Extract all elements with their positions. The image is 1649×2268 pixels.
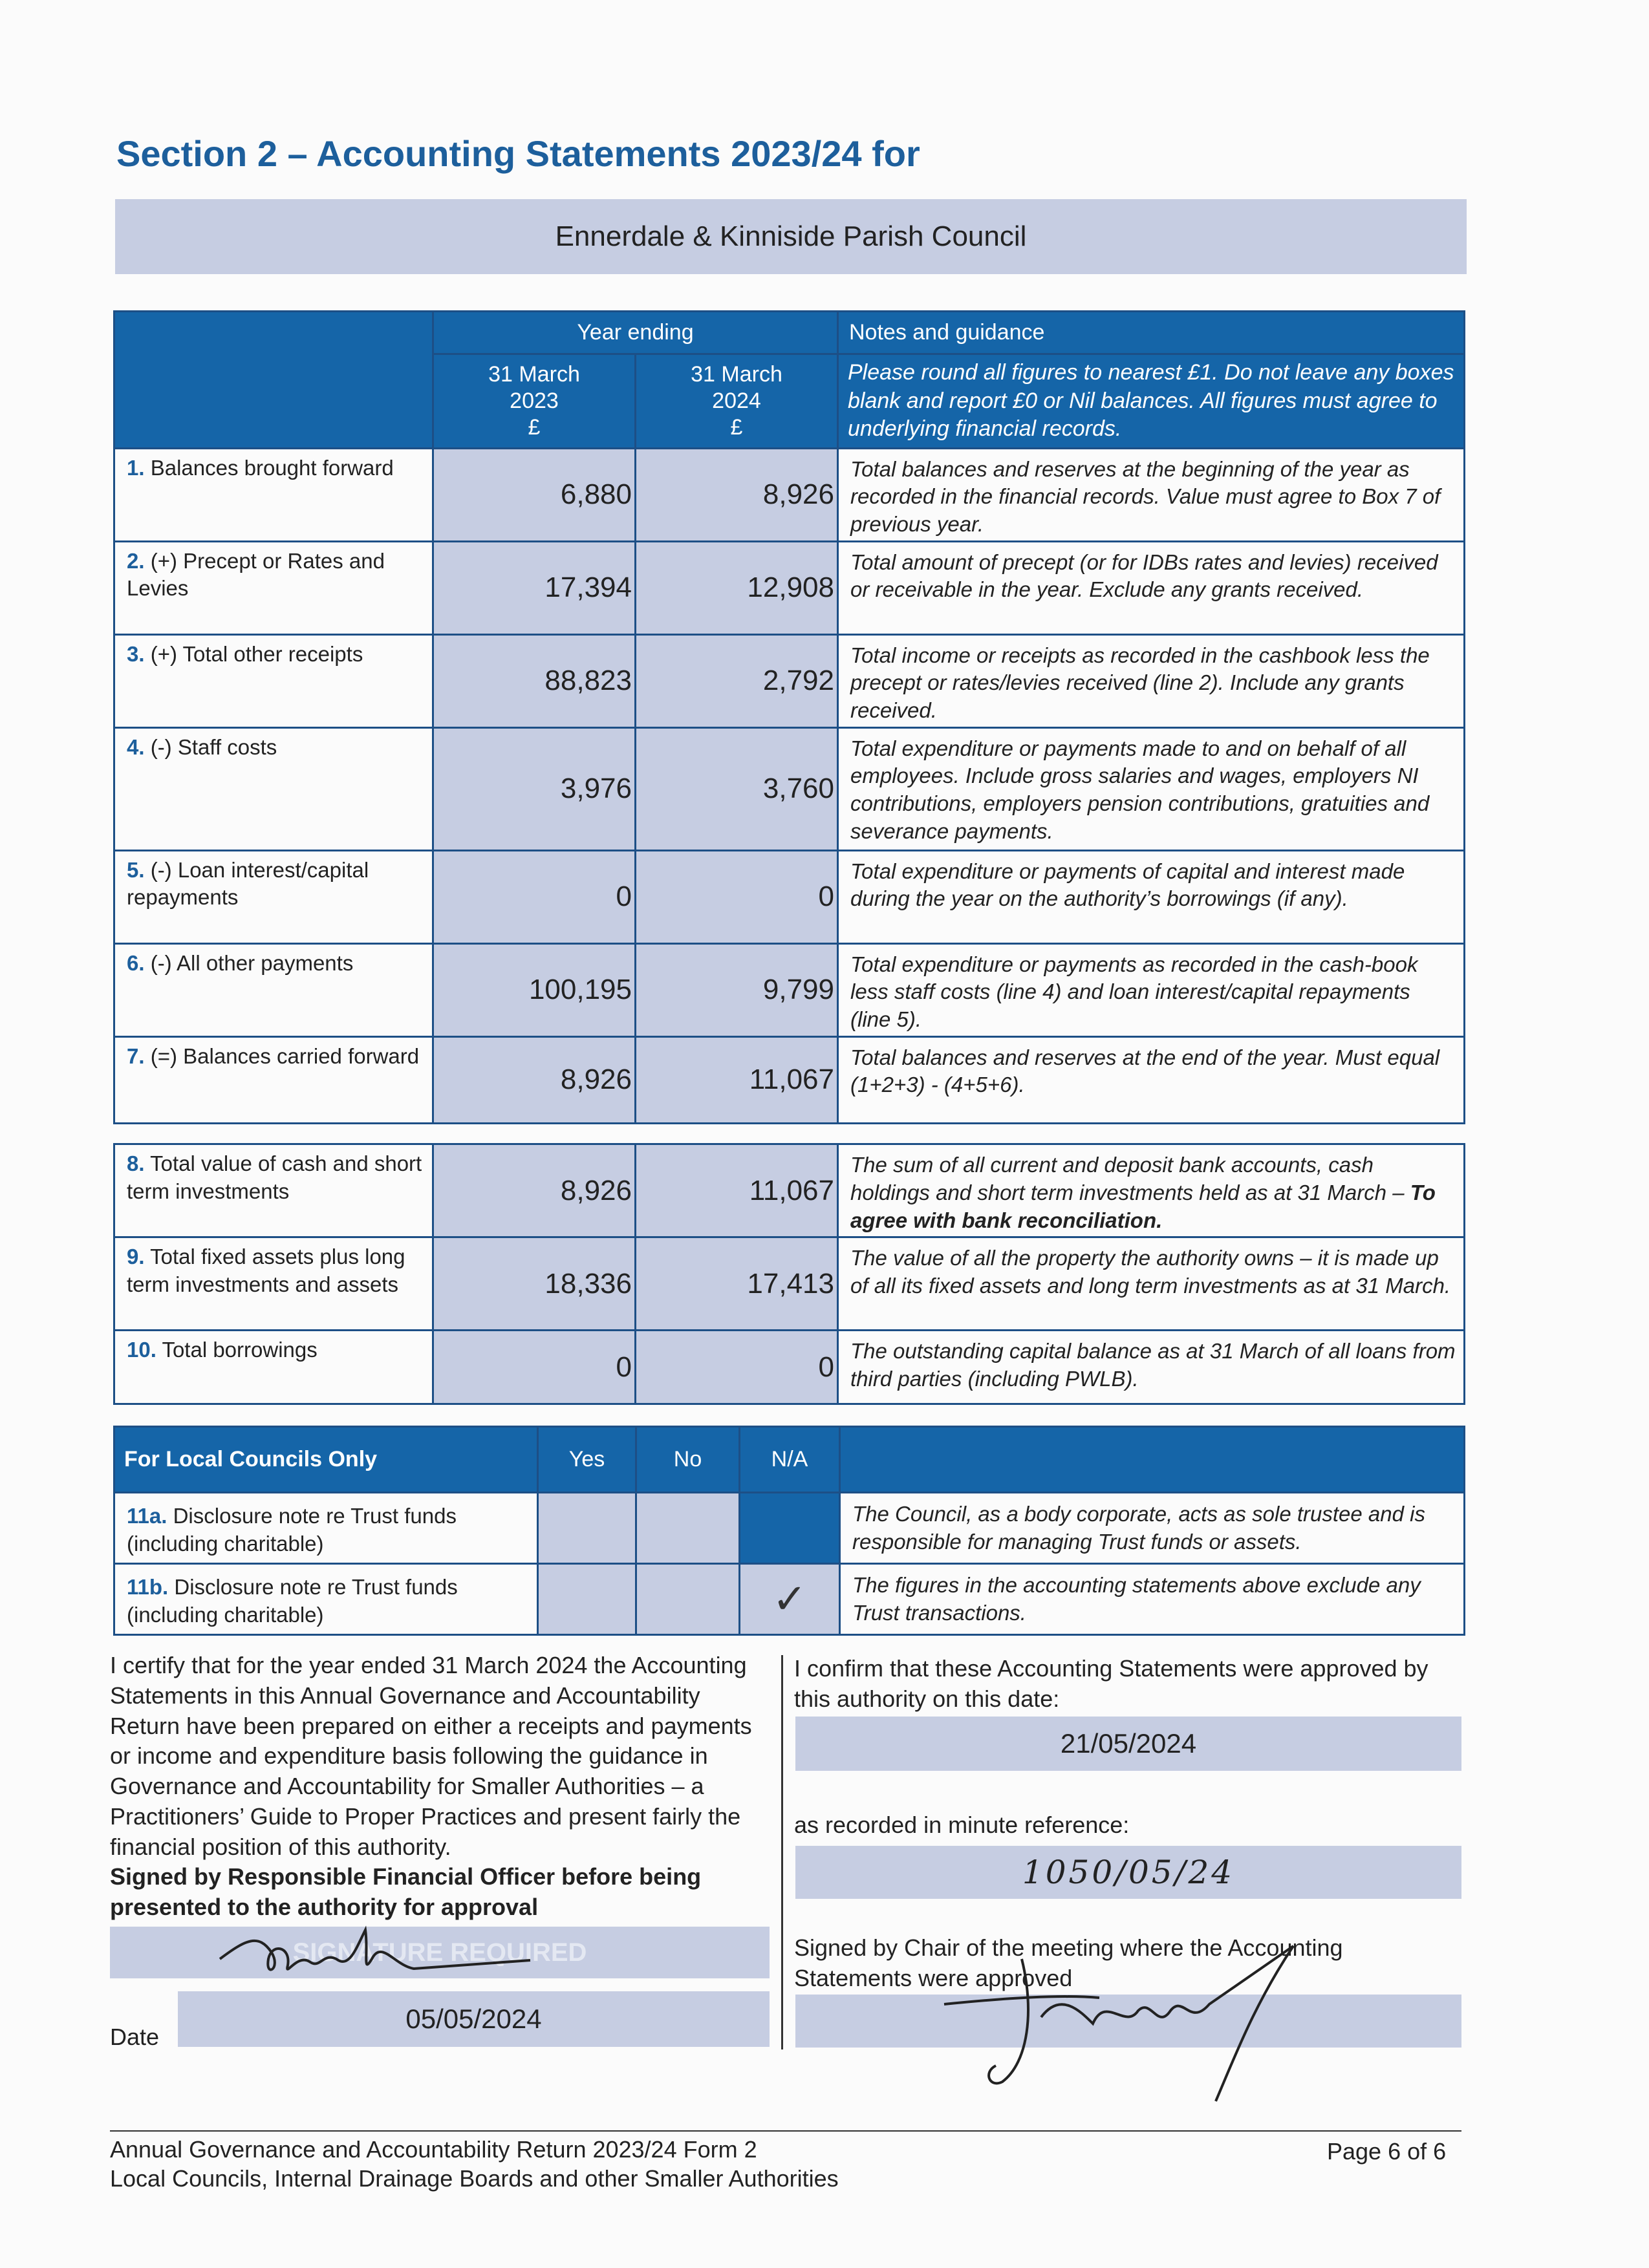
- value-2023: 100,195: [433, 943, 636, 1036]
- yes-checkbox[interactable]: [538, 1493, 636, 1564]
- row-note: Total amount of precept (or for IDBs rates and levies) received or receivable in the year. Exclude any grants received.: [838, 541, 1465, 634]
- rfo-date-field[interactable]: [178, 1991, 770, 2047]
- na-header: N/A: [740, 1427, 840, 1493]
- table-row: [114, 727, 1465, 850]
- minute-reference-value: 1050/05/24: [1022, 1854, 1235, 1891]
- authority-name-field: [115, 199, 1467, 274]
- table-row: [114, 1144, 1465, 1237]
- row-number: 9.: [127, 1245, 145, 1268]
- value-2024: 0: [636, 1331, 838, 1404]
- table-row: [114, 1564, 1465, 1635]
- row-number: 10.: [127, 1338, 156, 1362]
- row-label: Total fixed assets plus long term investments and assets: [127, 1245, 405, 1296]
- value-2023: 17,394: [433, 541, 636, 634]
- minute-reference-label: as recorded in minute reference:: [794, 1812, 1130, 1838]
- table-row: [114, 1331, 1465, 1404]
- row-note-text: The sum of all current and deposit bank accounts, cash holdings and short term investments held as at 31 March –: [850, 1153, 1405, 1204]
- value-2023: 8,926: [433, 1144, 636, 1237]
- row-note: Total income or receipts as recorded in the cashbook less the precept or rates/levies received (line 2). Include any grants received.: [838, 634, 1465, 727]
- value-2023: 0: [433, 1331, 636, 1404]
- table-row: [114, 1237, 1465, 1331]
- row-label: (+) Precept or Rates and Levies: [127, 548, 385, 601]
- value-2023: 0: [433, 850, 636, 943]
- row-note: Total expenditure or payments made to and on behalf of all employees. Include gross salaries and wages, employers NI contributions, employers pension contributions, gratuities and severance payments.: [838, 727, 1465, 850]
- na-checkbox[interactable]: ✓: [740, 1564, 840, 1635]
- row-note: Total balances and reserves at the beginning of the year as recorded in the financial records. Value must agree to Box 7 of previous year.: [838, 448, 1465, 541]
- row-label: Total borrowings: [162, 1338, 318, 1362]
- value-2024: 8,926: [636, 448, 838, 541]
- row-note: The Council, as a body corporate, acts as sole trustee and is responsible for managing Trust funds or assets.: [840, 1493, 1465, 1564]
- no-checkbox[interactable]: [636, 1493, 740, 1564]
- table-row: [114, 448, 1465, 541]
- header-blank: [114, 312, 433, 449]
- minute-reference-field[interactable]: [795, 1846, 1461, 1899]
- footer-line2: Local Councils, Internal Drainage Boards and other Smaller Authorities: [110, 2165, 839, 2192]
- assets-table: [113, 1143, 1465, 1405]
- col-2024-line2: 2024: [712, 388, 761, 413]
- value-2024: 11,067: [636, 1036, 838, 1123]
- local-councils-header: For Local Councils Only: [114, 1427, 538, 1493]
- col-2024-line3: £: [730, 414, 743, 440]
- footer-text: [110, 2135, 839, 2193]
- col-2024-header: [636, 354, 838, 449]
- row-number: 11a.: [127, 1503, 167, 1528]
- table-row: [114, 943, 1465, 1036]
- signature-placeholder: SIGNATURE REQUIRED: [292, 1938, 587, 1967]
- row-number: 6.: [127, 950, 145, 975]
- row-number: 8.: [127, 1151, 145, 1175]
- row-note: The value of all the property the authority owns – it is made up of all its fixed assets and long term investments as at 31 March.: [838, 1237, 1465, 1331]
- notes-header: Notes and guidance: [838, 312, 1465, 354]
- table-row: [114, 1036, 1465, 1123]
- row-number: 11b.: [127, 1574, 169, 1599]
- col-2023-line1: 31 March: [488, 362, 580, 387]
- row-label: (=) Balances carried forward: [150, 1043, 420, 1068]
- rfo-signature-image: [207, 1914, 543, 1991]
- row-number: 4.: [127, 734, 145, 759]
- row-note: The figures in the accounting statements above exclude any Trust transactions.: [840, 1564, 1465, 1635]
- row-label: (-) Staff costs: [150, 734, 277, 759]
- table-row: [114, 1493, 1465, 1564]
- row-number: 5.: [127, 857, 145, 882]
- rfo-signed-by-text: Signed by Responsible Financial Officer before being presented to the authority for approval: [110, 1863, 702, 1920]
- chair-signed-text: Signed by Chair of the meeting where the Accounting Statements were approved: [794, 1934, 1343, 1991]
- col-2023-line2: 2023: [510, 388, 559, 413]
- row-number: 1.: [127, 455, 145, 480]
- approval-date-value: 21/05/2024: [1060, 1728, 1197, 1759]
- approval-date-field[interactable]: [795, 1717, 1461, 1771]
- row-note: Total balances and reserves at the end of the year. Must equal (1+2+3) - (4+5+6).: [838, 1036, 1465, 1123]
- row-note-bold: To agree with bank reconciliation.: [850, 1180, 1436, 1232]
- col-2023-header: [433, 354, 636, 449]
- accounting-table: [113, 310, 1465, 1124]
- footer-line1: Annual Governance and Accountability Return 2023/24 Form 2: [110, 2136, 757, 2163]
- value-2024: 9,799: [636, 943, 838, 1036]
- approval-text: I confirm that these Accounting Statements were approved by this authority on this date:: [794, 1655, 1428, 1712]
- row-number: 3.: [127, 641, 145, 666]
- no-header: No: [636, 1427, 740, 1493]
- column-divider: [781, 1655, 783, 2049]
- value-2023: 18,336: [433, 1237, 636, 1331]
- table-row: [114, 541, 1465, 634]
- value-2024: 3,760: [636, 727, 838, 850]
- row-label: Disclosure note re Trust funds (including charitable): [127, 1503, 457, 1556]
- row-label: (-) Loan interest/capital repayments: [127, 857, 369, 910]
- value-2024: 11,067: [636, 1144, 838, 1237]
- year-ending-header: Year ending: [433, 312, 838, 354]
- row-label: (-) All other payments: [150, 950, 354, 975]
- yes-header: Yes: [538, 1427, 636, 1493]
- row-label: Disclosure note re Trust funds (including charitable): [127, 1574, 458, 1627]
- row-note: [838, 1144, 1465, 1237]
- footer-rule: [110, 2130, 1461, 2132]
- col-2023-line3: £: [528, 414, 541, 440]
- value-2023: 6,880: [433, 448, 636, 541]
- row-note: The outstanding capital balance as at 31 March of all loans from third parties (including PWLB).: [838, 1331, 1465, 1404]
- value-2023: 88,823: [433, 634, 636, 727]
- authority-name: Ennerdale & Kinniside Parish Council: [555, 220, 1027, 252]
- value-2024: 0: [636, 850, 838, 943]
- value-2023: 3,976: [433, 727, 636, 850]
- notes-intro: Please round all figures to nearest £1. Do not leave any boxes blank and report £0 or Nil balances. All figures must agree to underlying financial records.: [838, 354, 1465, 449]
- section-title: Section 2 – Accounting Statements 2023/24 for: [116, 133, 920, 174]
- local-councils-notes-header: [840, 1427, 1465, 1493]
- no-checkbox[interactable]: [636, 1564, 740, 1635]
- value-2024: 12,908: [636, 541, 838, 634]
- row-note: Total expenditure or payments as recorded in the cash-book less staff costs (line 4) and loan interest/capital repayments (line 5).: [838, 943, 1465, 1036]
- row-label: Balances brought forward: [150, 455, 394, 480]
- local-councils-table: [113, 1426, 1465, 1636]
- table-row: [114, 850, 1465, 943]
- page-number: Page 6 of 6: [1327, 2138, 1447, 2165]
- rfo-certification-text: I certify that for the year ended 31 March 2024 the Accounting Statements in this Annual Governance and Accountability Return have been prepared on either a receipts and payments or income and expenditure basis following the guidance in Governance and Accountability for Smaller Authorities – a Practitioners’ Guide to Proper Practices and present fairly the financial position of this authority.: [110, 1652, 752, 1860]
- col-2024-line1: 31 March: [691, 362, 782, 387]
- table-row: [114, 634, 1465, 727]
- value-2024: 2,792: [636, 634, 838, 727]
- date-label: Date: [110, 2024, 160, 2050]
- value-2023: 8,926: [433, 1036, 636, 1123]
- row-number: 2.: [127, 548, 145, 573]
- row-number: 7.: [127, 1043, 145, 1068]
- row-label: (+) Total other receipts: [150, 641, 363, 666]
- row-note: Total expenditure or payments of capital and interest made during the year on the authority’s borrowings (if any).: [838, 850, 1465, 943]
- chair-signature-image: [931, 1933, 1319, 2108]
- na-checkbox: [740, 1493, 840, 1564]
- yes-checkbox[interactable]: [538, 1564, 636, 1635]
- row-label: Total value of cash and short term investments: [127, 1151, 422, 1203]
- value-2024: 17,413: [636, 1237, 838, 1331]
- rfo-date-value: 05/05/2024: [405, 2004, 542, 2034]
